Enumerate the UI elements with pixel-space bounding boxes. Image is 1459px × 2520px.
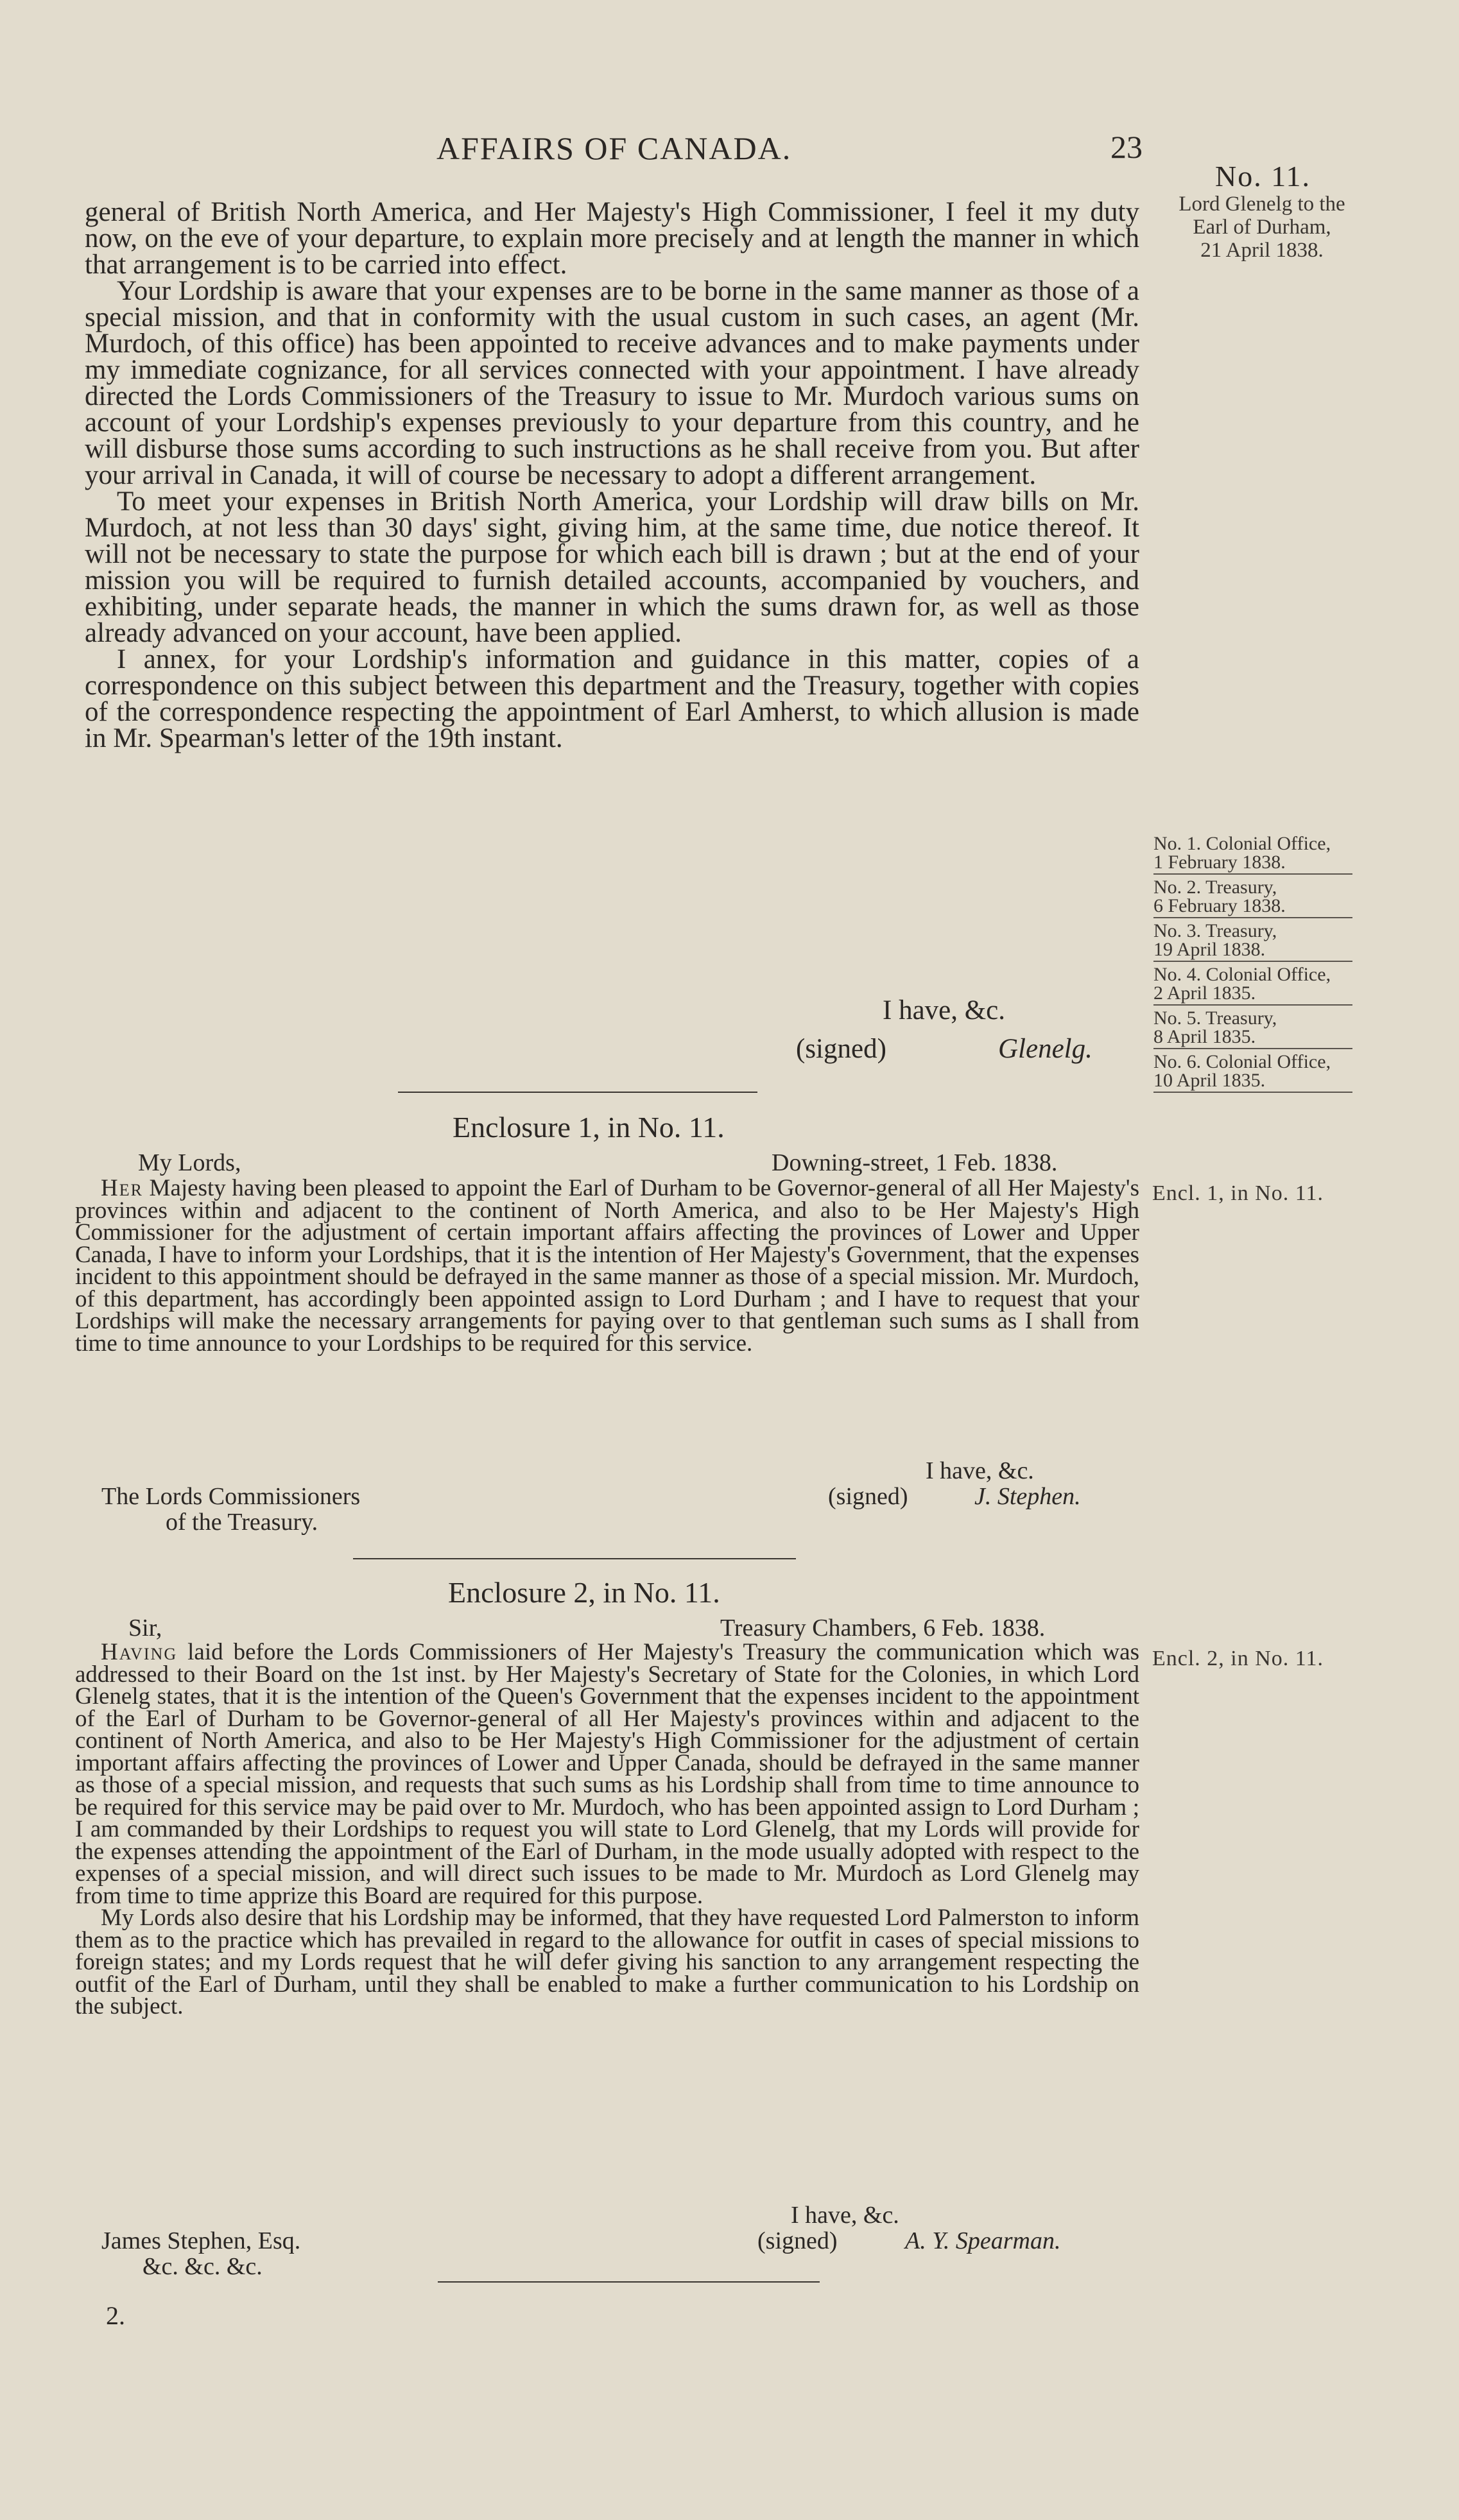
letter-signed: (signed) [796,1034,886,1064]
letter-paragraph: Your Lordship is aware that your expenses are to be borne in the same manner as those of a special mission, and that in conformity with the usual custom in such cases, an agent (Mr. Murdoch, of this office) has been appointed to receive advances and to make payments under my immediate cognizance, for all services connected with your appointment. I have already directed the Lords Commissioners of the Treasury to issue to Mr. Murdoch various sums on account of your Lordship's expenses previously to your departure from this country, and he will disburse those sums according to such instructions as he shall receive from you. But after your arrival in Canada, it will of course be necessary to adopt a different arrangement. [85,276,1139,490]
document-number: No. 11. [1215,160,1311,193]
enclosure1-body [75,1175,1139,1357]
enclosure1-signature: J. Stephen. [974,1483,1081,1510]
enclosure2-address-date: Treasury Chambers, 6 Feb. 1838. [720,1615,1046,1641]
enclosure1-salutation: My Lords, [138,1149,241,1176]
enclosure2-closing: I have, &c. [791,2202,899,2229]
annex-item-line: No. 6. Colonial Office, [1153,1051,1331,1072]
margin-note-line: Earl of Durham, [1193,216,1331,239]
enclosure1-title: Enclosure 1, in No. 11. [453,1111,725,1144]
enclosure1-body-text: Majesty having been pleased to appoint the Earl of Durham to be Governor-general of all Her Majesty's provinces within and adjacent to the continent of North America, and also to be Her Majesty's High Commissioner for the adjustment of certain important affairs affecting the provinces of Lower and Upper Canada, I have to inform your Lordships, that it is the intention of Her Majesty's Government, that the expenses incident to this appointment should be defrayed in the same manner as those of a special mission. Mr. Murdoch, of this department, has accordingly been appointed assign to Lord Durham ; and I have to request that your Lordships will make the necessary arrangements for paying over to that gentleman such sums as I shall from time to time announce to your Lordships to be required for this service. [75,1175,1139,1357]
annex-item-line: No. 3. Treasury, [1153,920,1277,941]
enclosure2-title: Enclosure 2, in No. 11. [448,1576,720,1609]
annex-item-line: 10 April 1835. [1153,1070,1266,1091]
annex-item [1153,1052,1352,1090]
annex-list [1153,834,1352,1093]
annex-item-line: No. 1. Colonial Office, [1153,833,1331,854]
enclosure2-addressee-line1: James Stephen, Esq. [101,2227,301,2254]
annex-divider [1153,1048,1352,1049]
enclosure1-paragraph [75,1175,1139,1357]
enclosure2-paragraph [75,1641,1139,1907]
section-rule [353,1558,796,1559]
annex-item [1153,1009,1352,1046]
section-rule [438,2281,820,2283]
enclosure2-margin-note: Encl. 2, in No. 11. [1152,1647,1324,1670]
annex-divider [1153,917,1352,918]
letter-closing: I have, &c. [883,995,1006,1025]
annex-divider [1153,961,1352,962]
enclosure2-paragraph: My Lords also desire that his Lordship may be informed, that they have requested Lord Palmerston to inform them as to the practice which has prevailed in regard to the allowance for outfit in cases of special missions to foreign states; and my Lords request that he will defer giving his sanction to any arrangement respecting the outfit of the Earl of Durham, until they shall be enabled to make a further communication to his Lordship on the subject. [75,1905,1139,2019]
annex-item-line: No. 5. Treasury, [1153,1007,1277,1029]
letter-body [85,199,1139,751]
margin-note-line: 21 April 1838. [1200,239,1324,262]
enclosure1-signed: (signed) [828,1483,908,1510]
annex-item [1153,878,1352,915]
enclosure1-first-word: Her [101,1175,143,1201]
letter-signature: Glenelg. [998,1034,1092,1064]
footer-mark: 2. [106,2301,125,2330]
enclosure1-addressee-line2: of the Treasury. [166,1509,318,1536]
annex-divider [1153,1004,1352,1006]
margin-note-top [1159,193,1365,262]
enclosure2-first-word: Having [101,1639,178,1665]
annex-item-line: 2 April 1835. [1153,982,1256,1004]
enclosure1-address-date: Downing-street, 1 Feb. 1838. [772,1149,1058,1176]
enclosure2-signed: (signed) [757,2227,838,2254]
annex-item-line: 1 February 1838. [1153,852,1286,873]
enclosure1-addressee-line1: The Lords Commissioners [101,1483,361,1510]
enclosure2-body-text: laid before the Lords Commissioners of Her Majesty's Treasury the communication which was addressed to their Board on the 1st inst. by Her Majesty's Secretary of State for the Colonies, in which Lord Glenelg states, that it is the intention of the Queen's Government that the expenses incident to the appointment of the Earl of Durham to be Governor-general of all Her Majesty's provinces within and adjacent to the continent of North America, and also to be Her Majesty's High Commissioner for the adjustment of certain important affairs affecting the provinces of Lower and Upper Canada, should be defrayed in the same manner as those of a special mission, and requests that such sums as his Lordship shall from time to time announce to be required for this service may be paid over to Mr. Murdoch, who has been appointed assign to Lord Durham ; I am commanded by their Lordships to request you will state to Lord Glenelg, that my Lords will provide for the expenses attending the appointment of the Earl of Durham, in the mode usually adopted with respect to the expenses of a special mission, and will direct such issues to be made to Mr. Murdoch as Lord Glenelg may from time to time apprize this Board are required for this purpose. [75,1639,1139,1909]
annex-item-line: No. 2. Treasury, [1153,877,1277,898]
annex-item-line: No. 4. Colonial Office, [1153,964,1331,985]
enclosure1-margin-note: Encl. 1, in No. 11. [1152,1181,1324,1205]
enclosure2-salutation: Sir, [128,1615,162,1641]
letter-paragraph: To meet your expenses in British North America, your Lordship will draw bills on Mr. Murdoch, at not less than 30 days' sight, giving him, at the same time, due notice thereof. It will not be necessary to state the purpose for which each bill is drawn ; but at the end of your mission you will be required to furnish detailed accounts, accompanied by vouchers, and exhibiting, under separate heads, the manner in which the sums drawn for, as well as those already advanced on your account, have been applied. [85,486,1139,648]
enclosure2-addressee-line2: &c. &c. &c. [142,2253,263,2280]
enclosure2-body [75,1641,1139,2018]
annex-item [1153,834,1352,871]
annex-item-line: 8 April 1835. [1153,1026,1256,1047]
page-number: 23 [1110,129,1143,165]
enclosure1-closing: I have, &c. [926,1457,1034,1484]
annex-divider [1153,873,1352,875]
letter-paragraph: general of British North America, and Her Majesty's High Commissioner, I feel it my duty now, on the eve of your departure, to explain more precisely and at length the manner in which that arrangement is to be carried into effect. [85,197,1139,280]
running-head: AFFAIRS OF CANADA. [436,130,792,166]
enclosure2-signature: A. Y. Spearman. [905,2227,1061,2254]
margin-note-line: Lord Glenelg to the [1178,193,1345,216]
annex-item-line: 19 April 1838. [1153,939,1266,960]
annex-divider [1153,1092,1352,1093]
letter-paragraph: I annex, for your Lordship's information and guidance in this matter, copies of a correspondence on this subject between this department and the Treasury, together with copies of the correspondence respecting the appointment of Earl Amherst, to which allusion is made in Mr. Spearman's letter of the 19th instant. [85,644,1139,753]
annex-item-line: 6 February 1838. [1153,895,1286,916]
annex-item [1153,965,1352,1002]
annex-item [1153,921,1352,959]
section-rule [398,1092,757,1093]
